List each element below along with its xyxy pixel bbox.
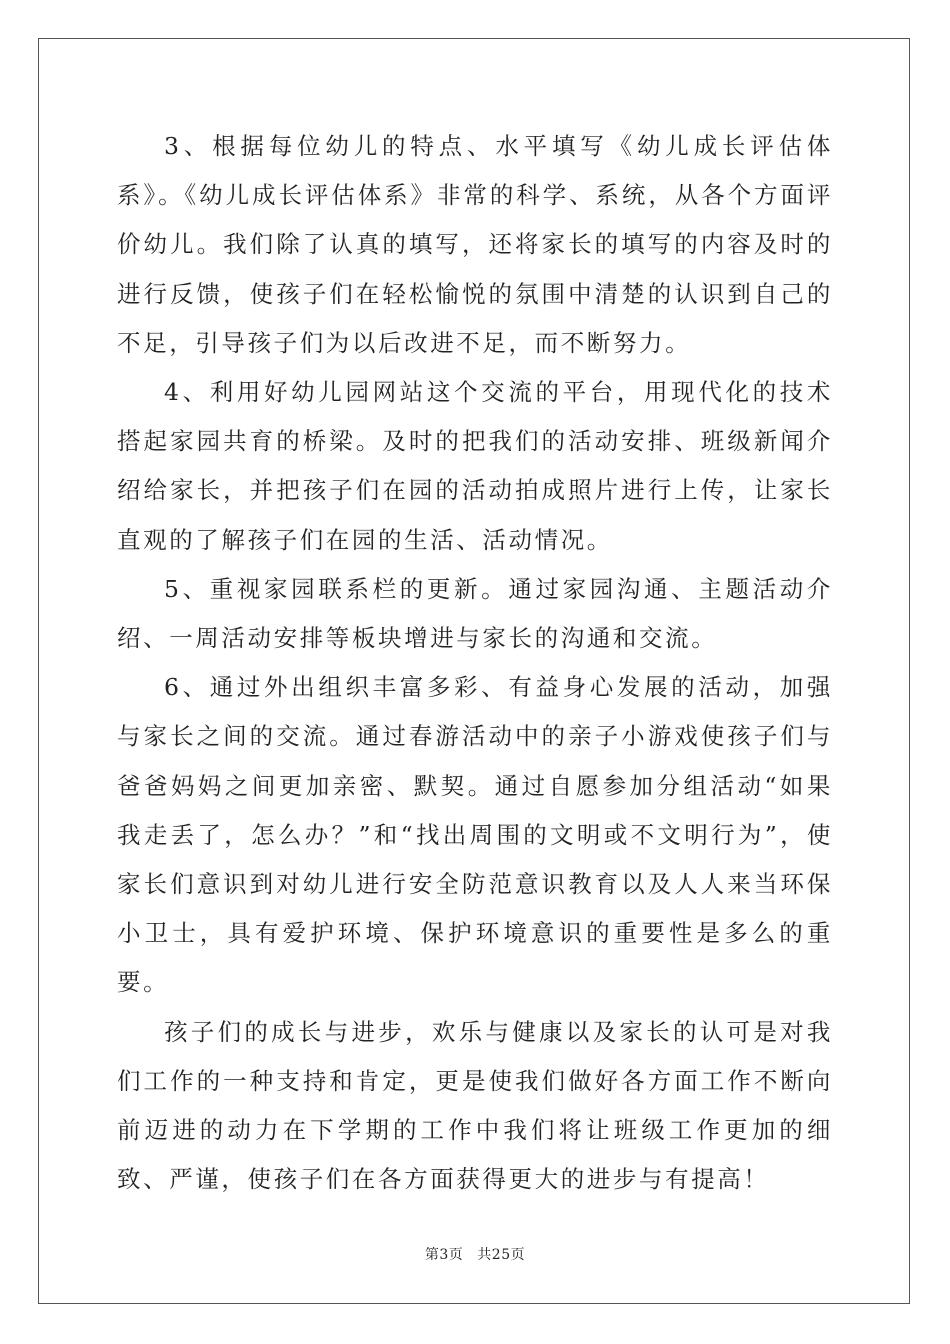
paragraph-conclusion: 孩子们的成长与进步，欢乐与健康以及家长的认可是对我们工作的一种支持和肯定，更是使我们做好各方面工作不断向前迈进的动力在下学期的工作中我们将让班级工作更加的细致、严谨，使孩子们在各方面获得更大的进步与有提高！ (117, 1017, 833, 1194)
paragraph-item-3: 3、根据每位幼儿的特点、水平填写《幼儿成长评估体系》。《幼儿成长评估体系》非常的科学、系统，从各个方面评价幼儿。我们除了认真的填写，还将家长的填写的内容及时的进行反馈，使孩子们在轻松愉悦的氛围中清楚的认识到自己的不足，引导孩子们为以后改进不足，而不断努力。 (117, 132, 833, 357)
paragraph-item-4: 4、利用好幼儿园网站这个交流的平台，用现代化的技术搭起家园共育的桥梁。及时的把我们的活动安排、班级新闻介绍给家长，并把孩子们在园的活动拍成照片进行上传，让家长直观的了解孩子们在园的生活、活动情况。 (117, 378, 833, 554)
page-footer (0, 1244, 950, 1264)
paragraph-item-6: 6、通过外出组织丰富多彩、有益身心发展的活动，加强与家长之间的交流。通过春游活动中的亲子小游戏使孩子们与爸爸妈妈之间更加亲密、默契。通过自愿参加分组活动“如果我走丢了，怎么办？”和“找出周围的文明或不文明行为”，使家长们意识到对幼儿进行安全防范意识教育以及人人来当环保小卫士，具有爱护环境、保护环境意识的重要性是多么的重要。 (117, 673, 833, 997)
page-number-total: 共25页 (477, 1247, 526, 1263)
document-body (117, 122, 833, 1204)
page-number-current: 第3页 (424, 1247, 464, 1263)
paragraph-item-5: 5、重视家园联系栏的更新。通过家园沟通、主题活动介绍、一周活动安排等板块增进与家长的沟通和交流。 (117, 574, 833, 653)
